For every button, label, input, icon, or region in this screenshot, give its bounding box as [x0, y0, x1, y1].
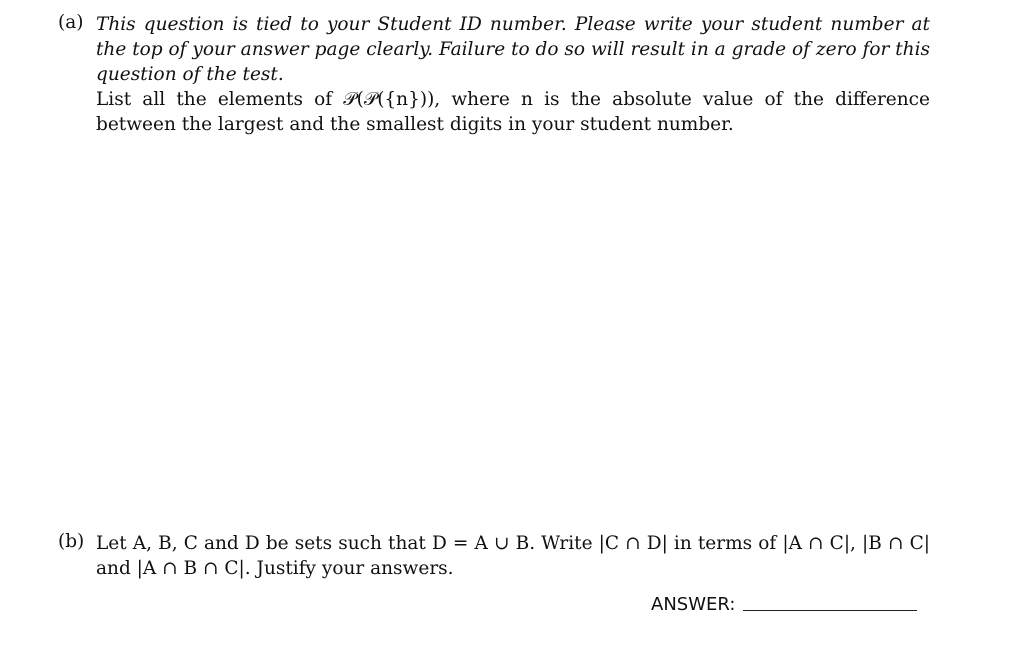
question-b: [58, 531, 930, 581]
question-a-task: List all the elements of 𝒫(𝒫({n})), where n is the absolute value of the difference between the largest and the smallest digits in your student number.: [96, 89, 930, 135]
answer-blank-line[interactable]: [743, 610, 917, 611]
question-a-body: [96, 12, 930, 137]
question-b-label: (b): [58, 531, 85, 552]
question-a: [58, 12, 930, 137]
answer-label: ANSWER:: [651, 594, 736, 615]
question-a-instruction: This question is tied to your Student ID number. Please write your student number at the top of your answer page clearly. Failure to do so will result in a grade of zero for this question of the test.: [96, 14, 930, 85]
answer-row: [651, 594, 917, 615]
question-b-text: Let A, B, C and D be sets such that D = A ∪ B. Write |C ∩ D| in terms of |A ∩ C|, |B ∩ C| and |A ∩ B ∩ C|. Justify your answers.: [96, 533, 930, 579]
question-b-body: [96, 531, 930, 581]
question-a-label: (a): [58, 12, 84, 33]
